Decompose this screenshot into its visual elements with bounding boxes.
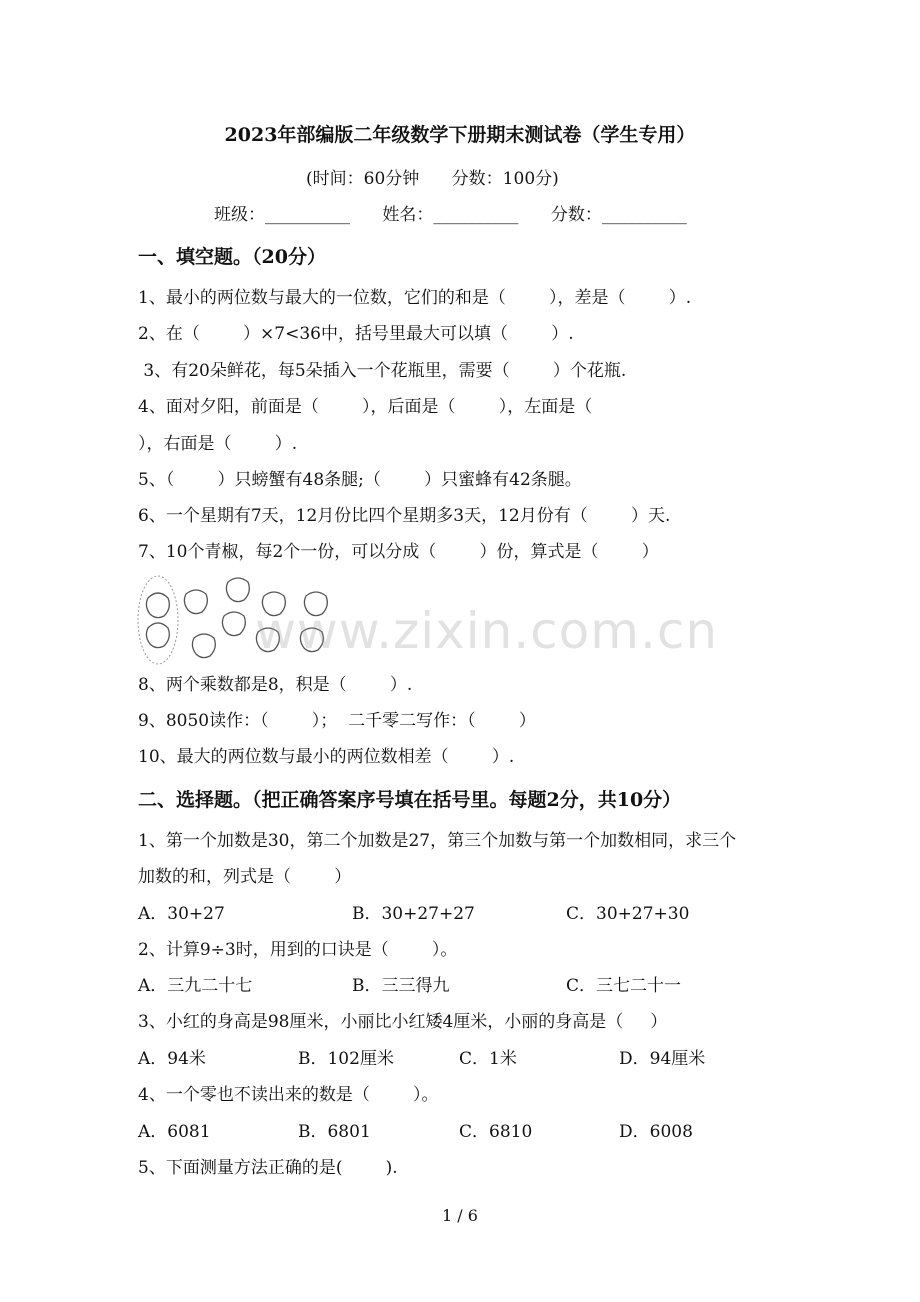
q2-1-option-c: C．30+27+30	[566, 904, 690, 924]
q1-10: 10、最大的两位数与最小的两位数相差（ ）.	[138, 747, 515, 767]
q2-3-option-b: B．102厘米	[298, 1049, 394, 1069]
q2-3-option-a: A．94米	[138, 1049, 206, 1069]
page-number: 1 / 6	[442, 1206, 478, 1225]
q2-4: 4、一个零也不读出来的数是（ ）。	[138, 1085, 439, 1105]
q1-2: 2、在（ ）×7<36中，括号里最大可以填（ ）.	[138, 324, 574, 344]
q2-2-option-a: A．三九二十七	[138, 976, 253, 996]
q1-4: 4、面对夕阳，前面是（ ），后面是（ ），左面是（	[138, 397, 593, 417]
q2-4-option-d: D．6008	[619, 1122, 693, 1142]
q2-2: 2、计算9÷3时，用到的口诀是（ ）。	[138, 940, 458, 960]
exam-info: (时间：60分钟 分数：100分)	[306, 169, 559, 189]
q2-4-option-c: C．6810	[459, 1122, 533, 1142]
q1-8: 8、两个乘数都是8，积是（ ）.	[138, 675, 413, 695]
q2-3-option-d: D．94厘米	[619, 1049, 706, 1069]
section2-heading: 二、选择题。（把正确答案序号填在括号里。每题2分，共10分）	[138, 789, 682, 811]
q2-3: 3、小红的身高是98厘米，小丽比小红矮4厘米，小丽的身高是（ ）	[138, 1012, 668, 1032]
q2-1: 1、第一个加数是30，第二个加数是27，第三个加数与第一个加数相同，求三个	[138, 831, 737, 851]
q2-5: 5、下面测量方法正确的是( ).	[138, 1158, 398, 1178]
q1-4-cont: ），右面是（ ）.	[138, 434, 298, 454]
q1-9: 9、8050读作：（ ）； 二千零二写作：（ ）	[138, 711, 536, 731]
q2-3-option-c: C．1米	[459, 1049, 517, 1069]
q1-5: 5、（ ）只螃蟹有48条腿;（ ）只蜜蜂有42条腿。	[138, 470, 582, 490]
page-title: 2023年部编版二年级数学下册期末测试卷（学生专用）	[224, 124, 696, 146]
student-fields: 班级：__________ 姓名：__________ 分数：__________	[214, 205, 687, 225]
q2-2-option-b: B．三三得九	[352, 976, 450, 996]
q1-6: 6、一个星期有7天，12月份比四个星期多3天，12月份有（ ）天.	[138, 506, 671, 526]
q1-3: 3、有20朵鲜花，每5朵插入一个花瓶里，需要（ ）个花瓶.	[138, 361, 627, 381]
q2-1-cont: 加数的和，列式是（ ）	[138, 867, 352, 887]
q2-4-option-b: B．6801	[298, 1122, 371, 1142]
watermark: www.zixin.com.cn	[255, 602, 719, 660]
q1-7: 7、10个青椒，每2个一份，可以分成（ ）份，算式是（ ）	[138, 542, 659, 562]
q2-1-option-a: A．30+27	[138, 904, 225, 924]
q2-2-option-c: C．三七二十一	[566, 976, 682, 996]
q2-1-option-b: B．30+27+27	[352, 904, 475, 924]
section1-heading: 一、填空题。（20分）	[138, 246, 326, 268]
q2-4-option-a: A．6081	[138, 1122, 211, 1142]
q1-1: 1、最小的两位数与最大的一位数，它们的和是（ ），差是（ ）.	[138, 288, 692, 308]
